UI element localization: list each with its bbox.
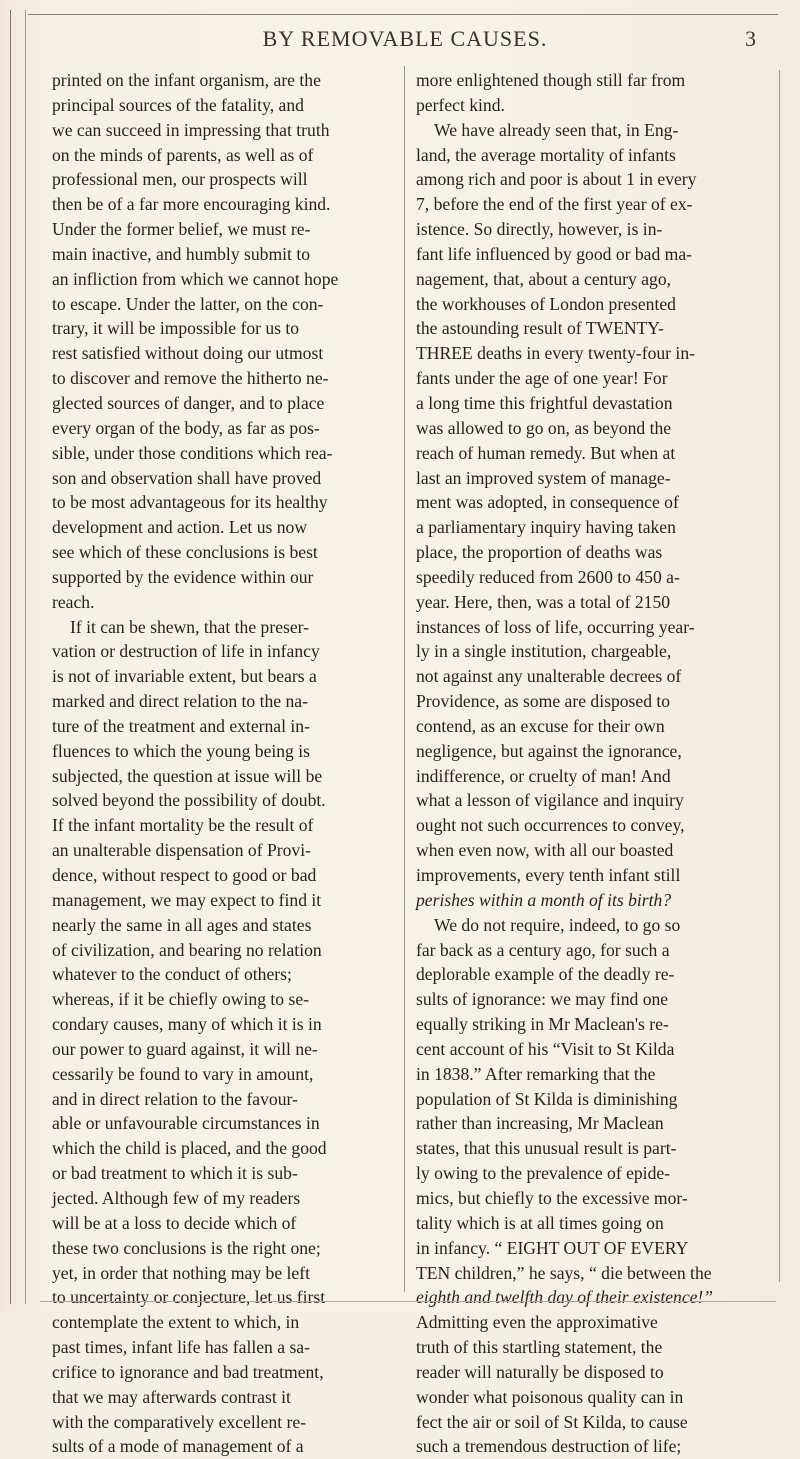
text-line: fluences to which the young being is xyxy=(52,740,310,761)
text-line: a parliamentary inquiry having taken xyxy=(416,517,676,538)
text-line: whereas, if it be chiefly owing to se- xyxy=(52,989,309,1010)
text-line: the astounding result of TWENTY- xyxy=(416,318,664,339)
text-line: jected. Although few of my readers xyxy=(52,1187,301,1208)
text-line: cessarily be found to vary in amount, xyxy=(52,1063,314,1084)
text-line: improvements, every tenth infant still xyxy=(416,865,681,885)
text-line: principal sources of the fatality, and xyxy=(52,94,304,115)
text-line: or bad treatment to which it is sub- xyxy=(52,1163,298,1184)
text-line: place, the proportion of deaths was xyxy=(416,542,663,563)
text-line: an unalterable dispensation of Provi- xyxy=(52,840,311,861)
text-line: truth of this startling statement, the xyxy=(416,1337,663,1358)
text-line: negligence, but against the ignorance, xyxy=(416,740,682,761)
text-line: not against any unalterable decrees of xyxy=(416,666,682,687)
text-line: reach. xyxy=(52,591,95,612)
text-line: nagement, that, about a century ago, xyxy=(416,268,672,289)
text-line: mics, but chiefly to the excessive mor- xyxy=(416,1187,688,1208)
text-line: far back as a century ago, for such a xyxy=(416,939,670,960)
text-line: of civilization, and bearing no relation xyxy=(52,939,322,960)
text-line: was allowed to go on, as beyond the xyxy=(416,417,672,438)
text-line: to uncertainty or conjecture, let us first xyxy=(52,1287,326,1308)
text-line: We have already seen that, in Eng- xyxy=(434,119,679,140)
text-line: fect the air or soil of St Kilda, to cause xyxy=(416,1411,688,1432)
text-line: vation or destruction of life in infancy xyxy=(52,641,320,662)
text-line: Under the former belief, we must re- xyxy=(52,219,311,240)
text-line: development and action. Let us now xyxy=(52,517,308,538)
text-line: with the comparatively excellent re- xyxy=(52,1411,307,1432)
text-line: whatever to the conduct of others; xyxy=(52,964,292,985)
text-line: son and observation shall have proved xyxy=(52,467,322,488)
text-line: rather than increasing, Mr Maclean xyxy=(416,1113,664,1134)
text-line: ought not such occurrences to convey, xyxy=(416,815,685,836)
text-line: population of St Kilda is diminishing xyxy=(416,1088,678,1109)
text-line: If it can be shewn, that the preser- xyxy=(70,616,310,637)
text-line: subjected, the question at issue will be xyxy=(52,765,323,786)
page-number: 3 xyxy=(745,26,756,51)
text-line: will be at a loss to decide which of xyxy=(52,1212,297,1233)
text-line: a long time this frightful devastation xyxy=(416,392,673,413)
text-line: instances of loss of life, occurring year- xyxy=(416,616,695,637)
text-line: nearly the same in all ages and states xyxy=(52,914,312,935)
text-line: land, the average mortality of infants xyxy=(416,144,676,165)
text-line: equally striking in Mr Maclean's re- xyxy=(416,1014,669,1035)
text-line: dence, without respect to good or bad xyxy=(52,865,317,885)
text-line: If the infant mortality be the result of xyxy=(52,815,314,836)
text-line: yet, in order that nothing may be left xyxy=(52,1262,310,1283)
text-line: to discover and remove the hitherto ne- xyxy=(52,368,329,389)
text-line: cent account of his “Visit to St Kilda xyxy=(416,1038,675,1059)
text-line: sults of a mode of management of a xyxy=(52,1436,304,1457)
text-line: TEN children,” he says, “ die between the xyxy=(416,1262,712,1283)
text-line: contemplate the extent to which, in xyxy=(52,1312,300,1333)
text-line: what a lesson of vigilance and inquiry xyxy=(416,790,684,811)
text-line: THREE deaths in every twenty-four in- xyxy=(416,343,695,364)
text-line: ly in a single institution, chargeable, xyxy=(416,641,672,662)
text-line: among rich and poor is about 1 in every xyxy=(416,169,697,190)
text-line: sible, under those conditions which rea- xyxy=(52,442,333,463)
text-line: indifference, or cruelty of man! And xyxy=(416,765,671,786)
text-line: an infliction from which we cannot hope xyxy=(52,268,339,289)
text-line: the workhouses of London presented xyxy=(416,293,676,314)
text-line: marked and direct relation to the na- xyxy=(52,691,308,712)
left-column xyxy=(52,68,397,1459)
text-line: supported by the evidence within our xyxy=(52,566,314,587)
text-line: professional men, our prospects will xyxy=(52,169,308,190)
text-line: 7, before the end of the first year of ex- xyxy=(416,194,693,215)
text-line: is not of invariable extent, but bears a xyxy=(52,666,317,687)
page-edge-top xyxy=(28,14,778,15)
text-line: see which of these conclusions is best xyxy=(52,542,318,563)
text-line: such a tremendous destruction of life; xyxy=(416,1436,682,1457)
text-line: more enlightened though still far from xyxy=(416,70,686,90)
right-column xyxy=(416,68,756,1459)
column-divider xyxy=(404,66,405,1292)
text-line: ture of the treatment and external in- xyxy=(52,715,310,736)
text-line: ly owing to the prevalence of epide- xyxy=(416,1163,671,1184)
text-line: and in direct relation to the favour- xyxy=(52,1088,298,1109)
text-line: year. Here, then, was a total of 2150 xyxy=(416,591,671,612)
text-line: these two conclusions is the right one; xyxy=(52,1237,321,1258)
text-line: solved beyond the possibility of doubt. xyxy=(52,790,326,811)
text-line: deplorable example of the deadly re- xyxy=(416,964,675,985)
text-line: We do not require, indeed, to go so xyxy=(434,914,681,935)
text-line: trary, it will be impossible for us to xyxy=(52,318,300,339)
text-line: eighth and twelfth day of their existence!” xyxy=(416,1287,714,1308)
binding-edge xyxy=(10,10,26,1304)
text-line: glected sources of danger, and to place xyxy=(52,392,325,413)
page-edge-bottom xyxy=(40,1301,776,1302)
text-line: sults of ignorance: we may find one xyxy=(416,989,669,1010)
running-title: BY REMOVABLE CAUSES. xyxy=(262,26,548,51)
text-line: reach of human remedy. But when at xyxy=(416,442,676,463)
text-line: Providence, as some are disposed to xyxy=(416,691,671,712)
text-line: able or unfavourable circumstances in xyxy=(52,1113,320,1134)
text-line: contend, as an excuse for their own xyxy=(416,715,665,736)
text-line: speedily reduced from 2600 to 450 a- xyxy=(416,566,680,587)
text-line: past times, infant life has fallen a sa- xyxy=(52,1337,310,1358)
text-line: Admitting even the approximative xyxy=(416,1312,658,1333)
text-line: our power to guard against, it will ne- xyxy=(52,1038,318,1059)
text-line: which the child is placed, and the good xyxy=(52,1138,327,1159)
text-line: wonder what poisonous quality can in xyxy=(416,1386,684,1407)
text-line: when even now, with all our boasted xyxy=(416,840,674,861)
text-line: istence. So directly, however, is in- xyxy=(416,219,663,240)
text-line: fants under the age of one year! For xyxy=(416,368,668,389)
text-line: in 1838.” After remarking that the xyxy=(416,1063,656,1084)
text-line: management, we may expect to find it xyxy=(52,889,322,910)
text-line: perfect kind. xyxy=(416,94,505,115)
text-line: printed on the infant organism, are the xyxy=(52,70,321,90)
text-line: last an improved system of manage- xyxy=(416,467,671,488)
text-line: tality which is at all times going on xyxy=(416,1212,664,1233)
text-line: to escape. Under the latter, on the con- xyxy=(52,293,324,314)
text-line: perishes within a month of its birth? xyxy=(416,889,672,910)
text-line: on the minds of parents, as well as of xyxy=(52,144,314,165)
text-line: rest satisfied without doing our utmost xyxy=(52,343,324,364)
text-line: then be of a far more encouraging kind. xyxy=(52,194,331,215)
text-line: we can succeed in impressing that truth xyxy=(52,119,330,140)
text-line: reader will naturally be disposed to xyxy=(416,1361,664,1382)
text-line: to be most advantageous for its healthy xyxy=(52,492,328,513)
text-line: states, that this unusual result is part- xyxy=(416,1138,677,1159)
running-header xyxy=(40,26,770,56)
text-line: condary causes, many of which it is in xyxy=(52,1014,322,1035)
text-line: ment was adopted, in consequence of xyxy=(416,492,679,513)
text-line: that we may afterwards contrast it xyxy=(52,1386,291,1407)
text-line: main inactive, and humbly submit to xyxy=(52,243,311,264)
text-line: every organ of the body, as far as pos- xyxy=(52,417,320,438)
page-edge-right xyxy=(779,70,780,1282)
text-line: crifice to ignorance and bad treatment, xyxy=(52,1361,324,1382)
text-line: fant life influenced by good or bad ma- xyxy=(416,243,693,264)
text-line: in infancy. “ EIGHT OUT OF EVERY xyxy=(416,1237,689,1258)
